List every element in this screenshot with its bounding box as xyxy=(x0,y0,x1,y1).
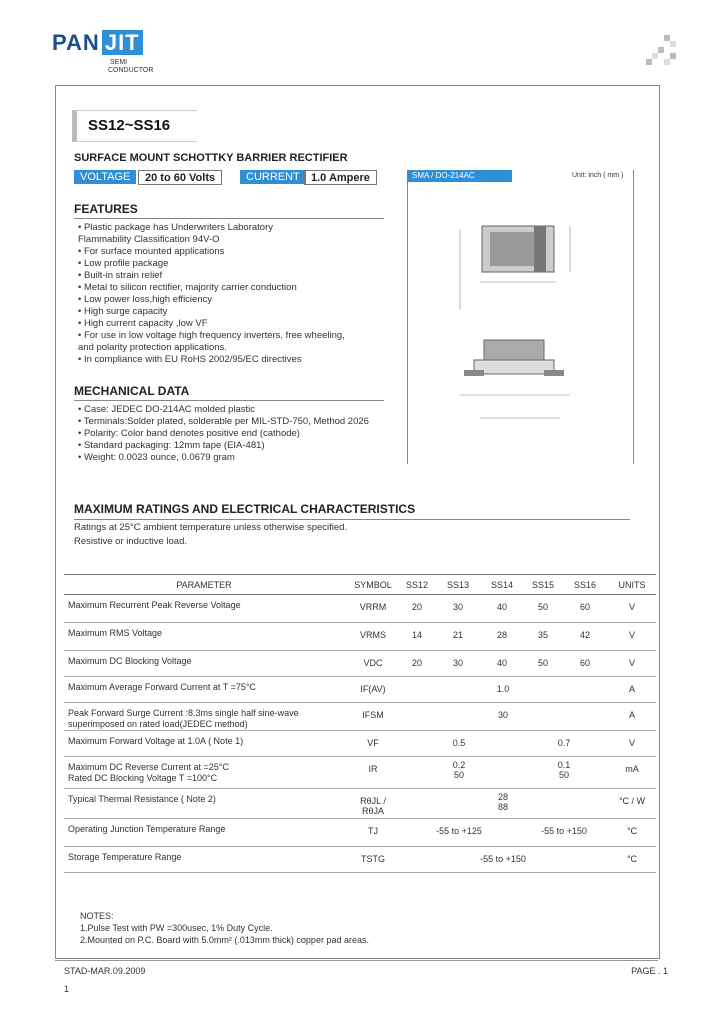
feature-item: • Metal to silicon rectifier, majority carrier conduction xyxy=(78,282,297,293)
value-line: 50 xyxy=(453,770,464,780)
symbol-cell: IFSM xyxy=(362,710,384,720)
package-outline-drawing xyxy=(420,200,620,440)
feature-item: • For use in low voltage high frequency inverters, free wheeling, xyxy=(78,330,345,341)
value-line: 0.2 xyxy=(452,760,466,770)
param-line: Typical Thermal Resistance ( Note 2) xyxy=(68,794,216,804)
feature-item: • High surge capacity xyxy=(78,306,168,317)
param-name xyxy=(68,852,181,863)
table-header-cell: PARAMETER xyxy=(176,580,232,590)
param-name xyxy=(68,824,225,835)
param-line: Maximum RMS Voltage xyxy=(68,628,163,638)
table-row xyxy=(64,822,656,846)
table-row xyxy=(64,850,656,872)
logo-sub-semi: SEMI xyxy=(110,59,128,66)
table-header-cell: SS13 xyxy=(446,580,470,590)
param-name xyxy=(68,736,243,747)
value-cell: 40 xyxy=(496,658,507,668)
feature-item: • High current capacity ,low VF xyxy=(78,318,208,329)
param-line: Storage Temperature Range xyxy=(68,852,182,862)
table-row xyxy=(64,626,656,650)
mechanical-list xyxy=(78,404,369,464)
logo-pan: PAN xyxy=(52,30,100,55)
table-line xyxy=(64,622,656,623)
unit-cell: V xyxy=(628,630,635,640)
logo-subtitle xyxy=(108,59,153,75)
value-cell xyxy=(398,760,520,780)
notes-heading: NOTES: xyxy=(80,911,114,921)
table-row xyxy=(64,760,656,788)
symbol-cell: VF xyxy=(367,738,379,748)
value-cell: 50 xyxy=(537,602,548,612)
param-line: Maximum DC Reverse Current at =25°C xyxy=(68,762,229,772)
package-unit: Unit: inch ( mm ) xyxy=(572,172,624,179)
table-row xyxy=(64,654,656,676)
table-line xyxy=(64,788,656,789)
footer-page: PAGE . 1 xyxy=(631,966,668,976)
table-header-cell: SYMBOL xyxy=(354,580,392,590)
feature-item: • Low power loss,high efficiency xyxy=(78,294,213,305)
param-name xyxy=(68,794,216,805)
unit-cell: V xyxy=(628,658,635,668)
feature-item: • Plastic package has Underwriters Laboratory xyxy=(78,222,274,233)
param-line: Maximum DC Blocking Voltage xyxy=(68,656,192,666)
table-line xyxy=(64,650,656,651)
symbol-cell: IF(AV) xyxy=(360,684,386,694)
value-cell: 30 xyxy=(497,710,508,720)
table-line xyxy=(64,702,656,703)
ratings-note-1: Ratings at 25°C ambient temperature unless otherwise specified. xyxy=(74,522,348,533)
table-header-cell: SS16 xyxy=(573,580,597,590)
param-line: Operating Junction Temperature Range xyxy=(68,824,226,834)
value-cell: -55 to +150 xyxy=(480,854,526,864)
part-subtitle: SURFACE MOUNT SCHOTTKY BARRIER RECTIFIER xyxy=(74,152,348,164)
param-line: Peak Forward Surge Current :8.3ms single half sine-wave xyxy=(68,708,299,718)
value-cell: 60 xyxy=(579,602,590,612)
symbol-cell: VRRM xyxy=(359,602,387,612)
voltage-label: VOLTAGE xyxy=(74,170,136,184)
value-cell xyxy=(520,760,608,780)
param-line: Maximum Average Forward Current at T =75°C xyxy=(68,682,256,692)
value-cell: 28 xyxy=(496,630,507,640)
feature-item: • For surface mounted applications xyxy=(78,246,225,257)
table-header-cell: SS15 xyxy=(531,580,555,590)
table-line xyxy=(64,756,656,757)
param-name xyxy=(68,656,192,667)
table-line xyxy=(64,872,656,873)
table-line xyxy=(64,676,656,677)
feature-item: • Low profile package xyxy=(78,258,169,269)
table-row xyxy=(64,706,656,730)
table-row xyxy=(64,792,656,818)
unit-cell: A xyxy=(628,710,635,720)
table-line xyxy=(64,818,656,819)
table-row xyxy=(64,680,656,702)
logo-sub-conductor: CONDUCTOR xyxy=(108,67,154,74)
value-cell: 20 xyxy=(411,658,422,668)
symbol-cell: VRMS xyxy=(359,630,386,640)
current-value: 1.0 Ampere xyxy=(304,170,377,185)
current-label: CURRENT xyxy=(240,170,306,184)
ratings-heading: MAXIMUM RATINGS AND ELECTRICAL CHARACTERISTICS xyxy=(74,502,630,520)
mechanical-item: • Weight: 0.0023 ounce, 0.0679 gram xyxy=(78,452,235,463)
logo-jit: JIT xyxy=(102,30,143,55)
unit-cell: V xyxy=(628,602,635,612)
mechanical-item: • Case: JEDEC DO-214AC molded plastic xyxy=(78,404,256,415)
value-cell: 1.0 xyxy=(496,684,510,694)
mechanical-item: • Polarity: Color band denotes positive end (cathode) xyxy=(78,428,300,439)
symbol-cell: IR xyxy=(368,764,378,774)
value-line: 28 xyxy=(497,792,508,802)
value-cell: 14 xyxy=(411,630,422,640)
footer-divider xyxy=(55,960,658,961)
feature-item: and polarity protection applications. xyxy=(78,342,227,353)
table-header-row xyxy=(64,578,656,594)
voltage-value: 20 to 60 Volts xyxy=(138,170,222,185)
mechanical-item: • Terminals:Solder plated, solderable per MIL-STD-750, Method 2026 xyxy=(78,416,369,427)
param-name xyxy=(68,628,162,639)
param-line: superimposed on rated load(JEDEC method) xyxy=(68,719,248,729)
features-list xyxy=(78,222,345,366)
table-header-cell: UNITS xyxy=(618,580,646,590)
unit-cell: °C / W xyxy=(618,796,646,806)
part-title: SS12~SS16 xyxy=(88,117,171,134)
value-cell: 30 xyxy=(452,658,463,668)
value-line: 50 xyxy=(558,770,569,780)
package-name: SMA / DO-214AC xyxy=(407,170,512,182)
table-line xyxy=(64,730,656,731)
mechanical-item: • Standard packaging: 12mm tape (EIA-481) xyxy=(78,440,265,451)
value-line: 0.1 xyxy=(557,760,571,770)
param-line: Maximum Forward Voltage at 1.0A ( Note 1) xyxy=(68,736,244,746)
table-line xyxy=(64,594,656,595)
value-cell: 0.5 xyxy=(452,738,466,748)
unit-cell: °C xyxy=(626,854,638,864)
mechanical-heading: MECHANICAL DATA xyxy=(74,384,384,401)
value-cell: -55 to +150 xyxy=(541,826,587,836)
notes-section xyxy=(80,910,369,946)
value-cell: 20 xyxy=(411,602,422,612)
feature-item: • In compliance with EU RoHS 2002/95/EC directives xyxy=(78,354,302,365)
feature-item: Flammability Classification 94V-O xyxy=(78,234,220,245)
value-cell: 35 xyxy=(537,630,548,640)
table-row xyxy=(64,734,656,756)
value-cell: 50 xyxy=(537,658,548,668)
param-name xyxy=(68,600,241,611)
table-header-cell: SS14 xyxy=(490,580,514,590)
unit-cell: A xyxy=(628,684,635,694)
value-cell: 42 xyxy=(579,630,590,640)
param-name xyxy=(68,708,299,730)
value-line: 88 xyxy=(497,802,508,812)
value-cell: 60 xyxy=(579,658,590,668)
symbol-cell: TSTG xyxy=(361,854,385,864)
value-cell: 40 xyxy=(496,602,507,612)
param-name xyxy=(68,762,229,784)
feature-item: • Built-in strain relief xyxy=(78,270,163,281)
symbol-cell: RθJL / RθJA xyxy=(360,796,386,816)
corner-decoration-icon xyxy=(646,35,676,65)
ratings-note-2: Resistive or inductive load. xyxy=(74,536,187,547)
table-line xyxy=(64,846,656,847)
param-line: Rated DC Blocking Voltage T =100°C xyxy=(68,773,218,783)
value-cell: 30 xyxy=(452,602,463,612)
note-1: 1.Pulse Test with PW =300usec, 1% Duty Cycle. xyxy=(80,923,273,933)
param-name xyxy=(68,682,256,693)
unit-cell: V xyxy=(628,738,635,748)
unit-cell: mA xyxy=(625,764,639,774)
footer-date: STAD-MAR.09.2009 xyxy=(64,966,146,976)
footer-page-number: 1 xyxy=(64,984,70,994)
symbol-cell: VDC xyxy=(363,658,383,668)
value-cell: 21 xyxy=(452,630,463,640)
table-header-cell: SS12 xyxy=(405,580,429,590)
table-row xyxy=(64,598,656,622)
value-cell: -55 to +125 xyxy=(436,826,482,836)
panjit-logo xyxy=(52,30,143,56)
symbol-cell: TJ xyxy=(368,826,378,836)
value-cell xyxy=(398,792,608,812)
unit-cell: °C xyxy=(626,826,638,836)
param-line: Maximum Recurrent Peak Reverse Voltage xyxy=(68,600,241,610)
value-cell: 0.7 xyxy=(557,738,571,748)
table-top-line xyxy=(64,574,656,575)
note-2: 2.Mounted on P.C. Board with 5.0mm² (.013mm thick) copper pad areas. xyxy=(80,935,369,945)
features-heading: FEATURES xyxy=(74,202,384,219)
